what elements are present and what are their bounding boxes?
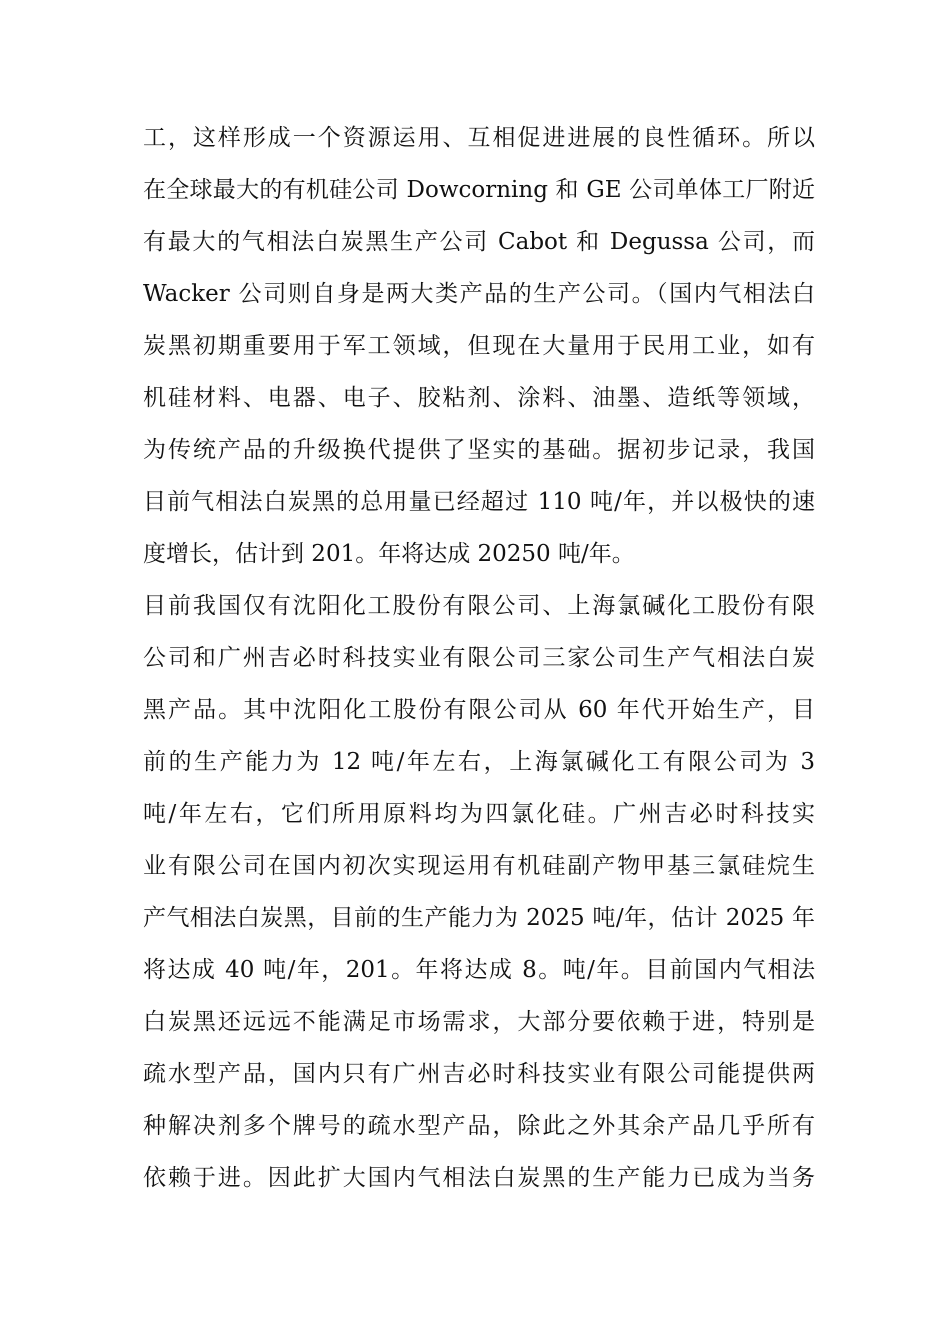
text-line: 公司和广州吉必时科技实业有限公司三家公司生产气相法白炭 [143, 645, 815, 671]
text-line: 度增长，估计到 201。年将达成 20250 吨/年。 [143, 541, 635, 567]
text-line: 在全球最大的有机硅公司 Dowcorning 和 GE 公司单体工厂附近 [143, 177, 815, 203]
text-line: 依赖于进。因此扩大国内气相法白炭黑的生产能力已成为当务 [143, 1165, 815, 1191]
text-line: 种解决剂多个牌号的疏水型产品，除此之外其余产品几乎所有 [143, 1113, 815, 1139]
text-line: 疏水型产品，国内只有广州吉必时科技实业有限公司能提供两 [143, 1061, 815, 1087]
text-line: 吨/年左右，它们所用原料均为四氯化硅。广州吉必时科技实 [143, 801, 815, 827]
document-body [143, 112, 815, 1204]
text-line: 前的生产能力为 12 吨/年左右，上海氯碱化工有限公司为 3 [143, 749, 815, 775]
text-line: 为传统产品的升级换代提供了坚实的基础。据初步记录，我国 [143, 437, 815, 463]
text-line: 工，这样形成一个资源运用、互相促进进展的良性循环。所以 [143, 125, 815, 151]
paragraph-2 [143, 580, 815, 1204]
text-line: 目前气相法白炭黑的总用量已经超过 110 吨/年，并以极快的速 [143, 489, 815, 515]
text-line: Wacker 公司则自身是两大类产品的生产公司。（国内气相法白 [143, 281, 815, 307]
text-line: 产气相法白炭黑，目前的生产能力为 2025 吨/年，估计 2025 年 [143, 905, 815, 931]
text-line: 黑产品。其中沈阳化工股份有限公司从 60 年代开始生产，目 [143, 697, 815, 723]
text-line: 将达成 40 吨/年，201。年将达成 8。吨/年。目前国内气相法 [143, 957, 815, 983]
text-line: 白炭黑还远远不能满足市场需求，大部分要依赖于进，特别是 [143, 1009, 815, 1035]
text-line: 业有限公司在国内初次实现运用有机硅副产物甲基三氯硅烷生 [143, 853, 815, 879]
text-line: 机硅材料、电器、电子、胶粘剂、涂料、油墨、造纸等领域， [143, 385, 815, 411]
paragraph-1 [143, 112, 815, 580]
text-line: 炭黑初期重要用于军工领域，但现在大量用于民用工业，如有 [143, 333, 815, 359]
text-line: 有最大的气相法白炭黑生产公司 Cabot 和 Degussa 公司，而 [143, 229, 815, 255]
text-line: 目前我国仅有沈阳化工股份有限公司、上海氯碱化工股份有限 [143, 593, 815, 619]
